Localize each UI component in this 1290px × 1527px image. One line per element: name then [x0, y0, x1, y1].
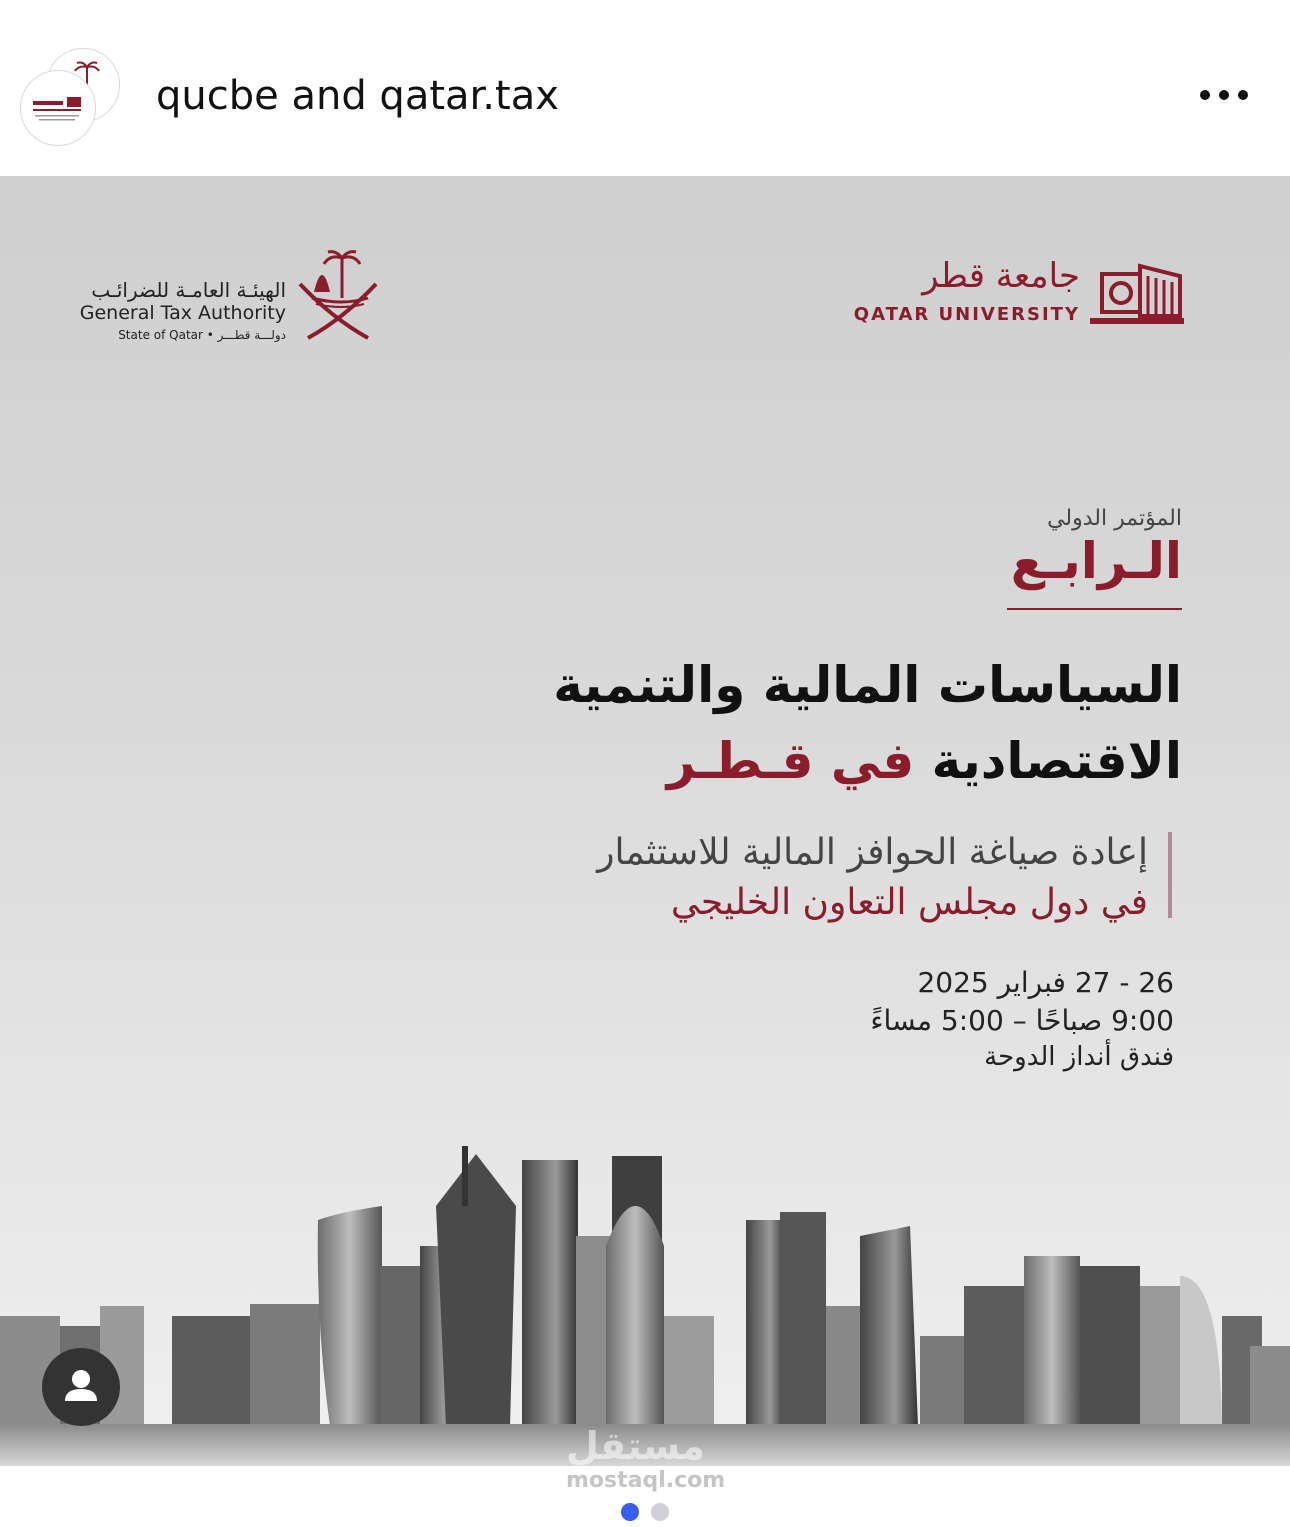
- watermark-url: mostaql.com: [566, 1468, 726, 1493]
- gta-logo: [79, 248, 386, 348]
- event-date: 26 - 27 فبراير 2025: [917, 966, 1174, 999]
- more-dot: [1200, 90, 1210, 100]
- avatar-qucbe[interactable]: [20, 70, 96, 146]
- doha-skyline-illustration: [0, 1136, 1290, 1466]
- person-icon: [42, 1348, 120, 1426]
- account-qucbe[interactable]: qucbe: [156, 73, 279, 119]
- qu-logo-arabic: جامعة قطر: [922, 256, 1080, 296]
- post-header: [0, 0, 1290, 176]
- account-names[interactable]: [156, 70, 559, 122]
- more-dot: [1238, 90, 1248, 100]
- subtitle-line1: إعادة صياغة الحوافز المالية للاستثمار: [597, 832, 1148, 873]
- gta-logo-state: State of Qatar • دولـــة قطـــر: [118, 328, 286, 342]
- carousel-dot-1[interactable]: [621, 1503, 639, 1521]
- more-horizontal-icon[interactable]: [1196, 82, 1252, 108]
- title-line1: السياسات المالية والتنمية: [553, 656, 1182, 714]
- qu-building-icon: [1088, 260, 1186, 326]
- event-time: 9:00 صباحًا – 5:00 مساءً: [870, 1004, 1174, 1037]
- more-dot: [1219, 90, 1229, 100]
- title-line2-red: في قـطـر: [666, 732, 915, 790]
- carousel-dot-2[interactable]: [651, 1503, 669, 1521]
- conference-ordinal: الـرابـع: [1010, 532, 1182, 590]
- qu-emblem-icon: [21, 71, 95, 145]
- qu-logo: [853, 256, 1190, 330]
- conference-prefix: المؤتمر الدولي: [1047, 506, 1182, 531]
- title-line2: [667, 732, 1182, 790]
- collab-avatars[interactable]: [20, 46, 120, 146]
- gta-logo-english: General Tax Authority: [79, 302, 286, 324]
- watermark-arabic: مستقل: [566, 1424, 705, 1468]
- qu-logo-english: QATAR UNIVERSITY: [853, 304, 1080, 325]
- account-qatar-tax[interactable]: qatar.tax: [379, 73, 559, 119]
- subtitle-line2: في دول مجلس التعاون الخليجي: [670, 882, 1148, 923]
- gta-logo-arabic: الهيئـة العامـة للضرائـب: [91, 278, 286, 302]
- event-venue: فندق أنداز الدوحة: [984, 1042, 1174, 1072]
- title-line2-black: الاقتصادية: [914, 732, 1182, 790]
- account-joiner: and: [278, 73, 380, 119]
- subtitle-bar: [1168, 832, 1172, 918]
- qatar-emblem-icon: [292, 248, 384, 344]
- user-tag-icon[interactable]: [42, 1348, 120, 1426]
- ordinal-underline: [1007, 608, 1182, 610]
- post-image[interactable]: [0, 176, 1290, 1493]
